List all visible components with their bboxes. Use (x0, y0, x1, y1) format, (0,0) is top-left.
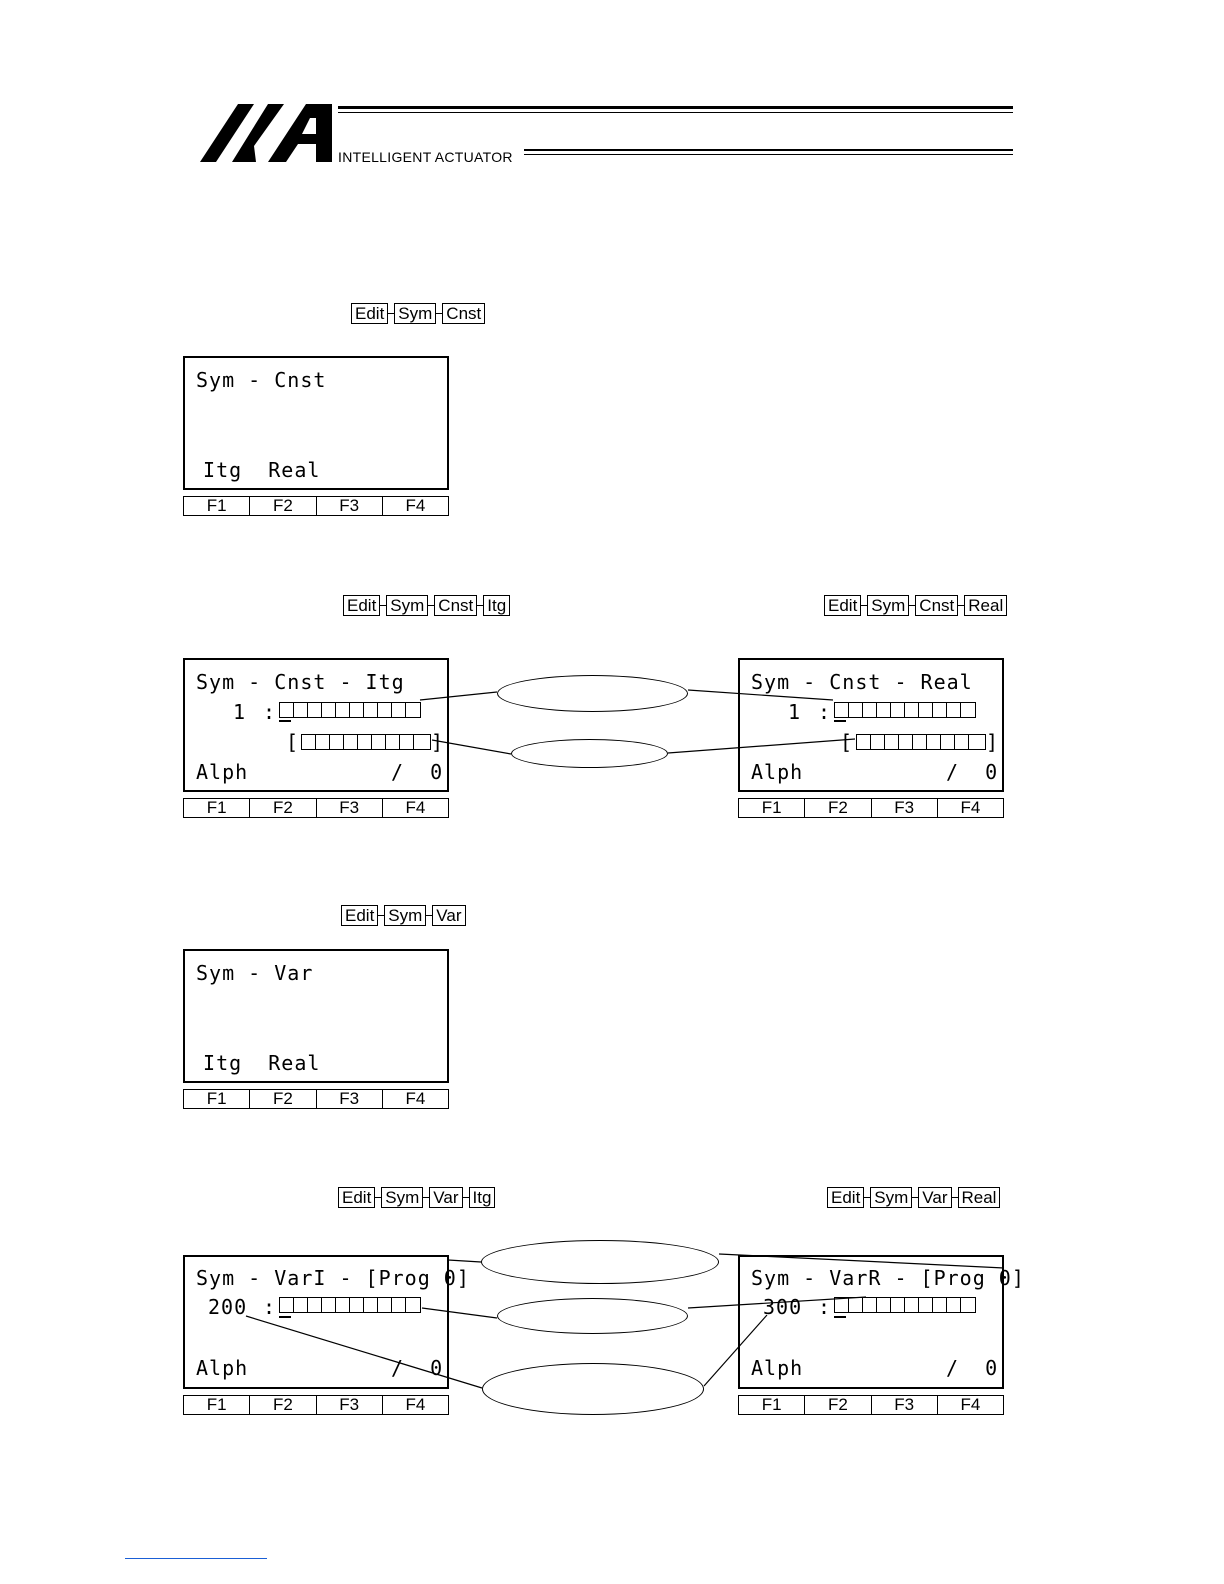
brand-name: INTELLIGENT ACTUATOR (338, 149, 513, 165)
key-real[interactable]: Real (958, 1187, 1001, 1208)
page-indicator: / 0 (946, 760, 999, 784)
callout-variable-number (482, 1363, 704, 1415)
variable-number: 300 (763, 1295, 803, 1319)
f4-key[interactable]: F4 (405, 496, 426, 515)
constant-value-field[interactable] (301, 734, 431, 750)
function-keys-cnst (183, 496, 449, 516)
key-cnst[interactable]: Cnst (442, 303, 485, 324)
iai-logo (198, 100, 338, 164)
header-rule-top-thin (338, 112, 1013, 113)
bracket-close: ] (986, 730, 1000, 754)
page-indicator: / 0 (391, 1356, 444, 1380)
key-edit[interactable]: Edit (338, 1187, 375, 1208)
f3-key[interactable]: F3 (317, 799, 383, 817)
function-keys-var-itg (183, 1395, 449, 1415)
callout-program-number (481, 1240, 719, 1284)
f3-key[interactable]: F3 (317, 1396, 383, 1414)
screen-title: Sym - Cnst (196, 368, 327, 392)
callout-symbol-name (497, 1298, 688, 1334)
colon: : (818, 1295, 832, 1319)
key-sym[interactable]: Sym (384, 905, 426, 926)
page-indicator: / 0 (391, 760, 444, 784)
f2-key[interactable]: F2 (805, 799, 871, 817)
key-path-var (341, 904, 466, 926)
f2-key[interactable]: F2 (805, 1396, 871, 1414)
key-edit[interactable]: Edit (341, 905, 378, 926)
f1-key[interactable]: F1 (739, 799, 805, 817)
input-mode: Alph (196, 1356, 249, 1380)
f1-key[interactable]: F1 (184, 1090, 250, 1108)
symbol-name-field[interactable] (279, 702, 421, 718)
key-cnst[interactable]: Cnst (915, 595, 958, 616)
variable-number: 200 (208, 1295, 248, 1319)
function-keys-cnst-itg (183, 798, 449, 818)
lcd-screen-cnst-real (738, 658, 1004, 792)
symbol-number: 1 (233, 700, 247, 724)
screen-title: Sym - Cnst - Itg (196, 670, 405, 694)
function-keys-cnst-real (738, 798, 1004, 818)
f3-key[interactable]: F3 (872, 1396, 938, 1414)
f2-key[interactable]: F2 (250, 497, 316, 515)
f1-key[interactable]: F1 (739, 1396, 805, 1414)
symbol-number: 1 (788, 700, 802, 724)
key-real[interactable]: Real (964, 595, 1007, 616)
footer-link[interactable] (125, 1558, 267, 1559)
callout-constant-value (511, 739, 668, 768)
function-keys-var-real (738, 1395, 1004, 1415)
f3-key[interactable]: F3 (872, 799, 938, 817)
key-edit[interactable]: Edit (343, 595, 380, 616)
key-var[interactable]: Var (432, 905, 465, 926)
constant-value-field[interactable] (856, 734, 986, 750)
symbol-name-field[interactable] (834, 1297, 976, 1313)
header-rule-bottom (524, 149, 1013, 151)
bracket-open: [ (286, 730, 300, 754)
f4-key[interactable]: F4 (960, 1395, 981, 1414)
key-sym[interactable]: Sym (386, 595, 428, 616)
cursor (834, 1316, 846, 1318)
lcd-screen-var-real (738, 1255, 1025, 1389)
f4-key[interactable]: F4 (405, 1089, 426, 1108)
key-sym[interactable]: Sym (381, 1187, 423, 1208)
key-itg[interactable]: Itg (483, 595, 510, 616)
symbol-name-field[interactable] (279, 1297, 421, 1313)
key-sym[interactable]: Sym (870, 1187, 912, 1208)
f1-key[interactable]: F1 (184, 1396, 250, 1414)
f1-key[interactable]: F1 (184, 799, 250, 817)
f4-key[interactable]: F4 (960, 798, 981, 817)
key-path-var-real (827, 1186, 1000, 1208)
bracket-open: [ (840, 730, 854, 754)
bracket-close: ] (431, 730, 445, 754)
key-cnst[interactable]: Cnst (434, 595, 477, 616)
key-edit[interactable]: Edit (827, 1187, 864, 1208)
screen-menu-line: Itg Real (190, 458, 321, 482)
screen-title: Sym - VarR - [Prog 0] (751, 1266, 1025, 1290)
key-itg[interactable]: Itg (469, 1187, 496, 1208)
key-var[interactable]: Var (429, 1187, 462, 1208)
screen-title: Sym - VarI - [Prog 0] (196, 1266, 470, 1290)
screen-title: Sym - Cnst - Real (751, 670, 973, 694)
lcd-screen-var (183, 949, 449, 1083)
key-sym[interactable]: Sym (394, 303, 436, 324)
function-keys-var (183, 1089, 449, 1109)
page-indicator: / 0 (946, 1356, 999, 1380)
key-path-cnst-real (824, 594, 1007, 616)
header-rule-bottom-thin (524, 154, 1013, 155)
header-rule-top (338, 106, 1013, 109)
symbol-name-field[interactable] (834, 702, 976, 718)
f4-key[interactable]: F4 (405, 798, 426, 817)
f1-key[interactable]: F1 (184, 497, 250, 515)
cursor (279, 1316, 291, 1318)
key-edit[interactable]: Edit (351, 303, 388, 324)
colon: : (263, 700, 277, 724)
lcd-screen-cnst-itg (183, 658, 449, 792)
screen-title: Sym - Var (196, 961, 314, 985)
key-path-cnst-itg (343, 594, 510, 616)
key-path-var-itg (338, 1186, 495, 1208)
colon: : (818, 700, 832, 724)
f2-key[interactable]: F2 (250, 1396, 316, 1414)
key-sym[interactable]: Sym (867, 595, 909, 616)
key-edit[interactable]: Edit (824, 595, 861, 616)
f4-key[interactable]: F4 (405, 1395, 426, 1414)
screen-menu-line: Itg Real (190, 1051, 321, 1075)
f3-key[interactable]: F3 (317, 497, 383, 515)
input-mode: Alph (196, 760, 249, 784)
colon: : (263, 1295, 277, 1319)
callout-symbol-name (497, 675, 688, 712)
input-mode: Alph (751, 1356, 804, 1380)
key-var[interactable]: Var (918, 1187, 951, 1208)
f2-key[interactable]: F2 (250, 799, 316, 817)
f2-key[interactable]: F2 (250, 1090, 316, 1108)
lcd-screen-cnst (183, 356, 449, 490)
input-mode: Alph (751, 760, 804, 784)
cursor (279, 720, 291, 722)
cursor (834, 720, 846, 722)
f3-key[interactable]: F3 (317, 1090, 383, 1108)
key-path-cnst (351, 302, 485, 324)
lcd-screen-var-itg (183, 1255, 470, 1389)
